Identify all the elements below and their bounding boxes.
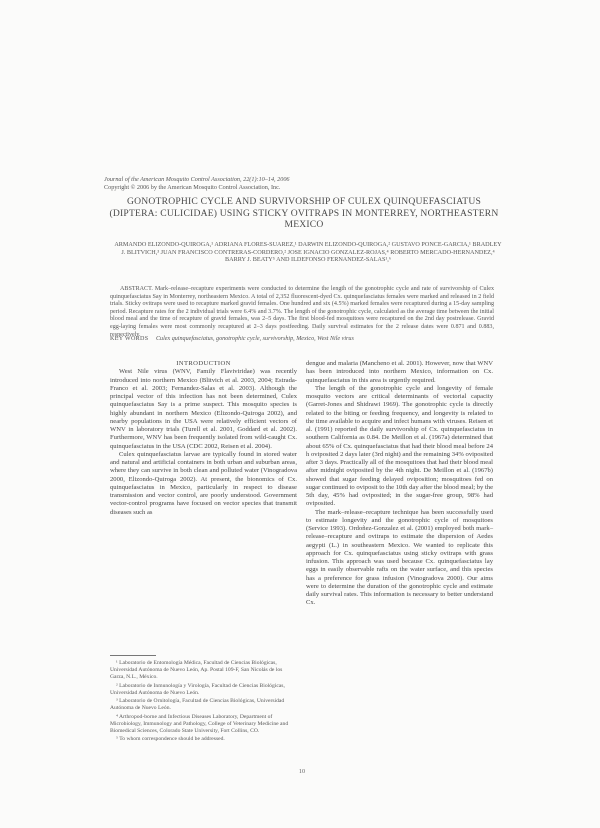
journal-header (104, 176, 504, 192)
author-list: ARMANDO ELIZONDO-QUIROGA,¹ ADRIANA FLORES-SUAREZ,¹ DARWIN ELIZONDO-QUIROGA,² GUSTAVO PONCE-GARCIA,¹ BRADLEY J. BLITVICH,³ JUAN FRANCISCO CONTRERAS-CORDERO,² JOSE IGNACIO GONZALEZ-ROJAS,⁴ ROBERTO MERCADO-HERNANDEZ,⁴ BARRY J. BEATY⁵ AND ILDEFONSO FERNANDEZ-SALAS¹,⁶ (114, 241, 502, 264)
section-heading-introduction: INTRODUCTION (176, 360, 231, 367)
footnote: ⁵ To whom correspondence should be addressed. (116, 736, 225, 743)
journal-citation: Journal of the American Mosquito Control Association, 22(1):10–14, 2006 (104, 176, 290, 183)
body-paragraph: dengue and malaria (Mancheno et al. 2001). However, now that WNV has been introduced into northern Mexico, information on Cx. quinquefasciatus in this area is urgently required. (306, 360, 493, 384)
copyright-line: Copyright © 2006 by the American Mosquito Control Association, Inc. (104, 184, 281, 191)
body-paragraph: Culex quinquefasciatus larvae are typically found in stored water and natural and artificial containers in both urban and suburban areas, where they can survive in both clean and polluted water (Vinogradova 2000, Elizondo-Quiroga 2002). At present, the bionomics of Cx. quinquefasciatus in Mexico, particularly in respect to disease transmission and vector control, are poorly understood. Government vector-control programs have focused on vector species that transmit diseases such as (110, 450, 297, 516)
left-column (110, 360, 297, 517)
footnote-rule (110, 655, 156, 656)
footnote: ¹ Laboratorio de Entomología Médica, Facultad de Ciencias Biológicas, Universidad Autónoma de Nuevo León, Ap. Postal 109-F, San Nicolás de los Garza, N.L., México. (110, 660, 283, 680)
article-title: GONOTROPHIC CYCLE AND SURVIVORSHIP OF CULEX QUINQUEFASCIATUS (DIPTERA: CULICIDAE) USING STICKY OVITRAPS IN MONTERREY, NORTHEASTERN MEXICO (109, 196, 499, 230)
footnote: ² Laboratorio de Inmunología y Virología, Facultad de Ciencias Biológicas, Universidad Autónoma de Nuevo León. (110, 682, 285, 696)
body-paragraph: West Nile virus (WNV, Family Flaviviridae) was recently introduced into northern Mexico (Blitvich et al. 2003, 2004; Estrada-Franco et al. 2003; Fernandez-Salas et al. 2003). Although the principal vector of this infection has not been determined, Culex quinquefasciatus Say is a prime suspect. This mosquito species is highly abundant in northern Mexico (Elizondo-Quiroga 2002), and nearby populations in the USA were relatively efficient vectors of WNV in laboratory trials (Turell et al. 2001, Goddard et al. 2002). Furthermore, WNV has been frequently isolated from wild-caught Cx. quinquefasciatus in the USA (CDC 2002, Reisen et al. 2004). (110, 368, 297, 450)
right-column (306, 360, 493, 608)
footnotes (110, 660, 297, 745)
keywords (110, 336, 494, 344)
abstract: ABSTRACT. Mark–release–recapture experiments were conducted to determine the length of the gonotrophic cycle and rate of survivorship of Culex quinquefasciatus Say in Monterrey, northeastern Mexico. A total of 2,352 fluorescent-dyed Cx. quinquefasciatus females were marked and released in 2 field trials. Sticky ovitraps were used to recapture marked gravid females. One hundred and six (4.5%) marked females were recaptured during a 15-day sampling period. Recapture rates for the 2 individual trials were 6.4% and 3.7%. The length of the gonotrophic cycle, calculated as the average time between the initial blood meal and the time of recapture of gravid females, was 2–5 days. The first blood-fed mosquitoes were recaptured on the 2nd day postrelease. Gravid egg-laying females were most commonly recaptured at 2–3 days postfeeding. Daily survival estimates for the 2 release dates were 0.871 and 0.883, respectively. (110, 286, 494, 338)
keywords-label: KEY WORDS (110, 336, 149, 342)
body-paragraph: The length of the gonotrophic cycle and longevity of female mosquito vectors are critical determinants of vectorial capacity (Garret-Jones and Shidrawi 1969). The gonotrophic cycle is directly related to the biting or feeding frequency, and longevity is related to the time available to acquire and infect humans with viruses. Reisen et al. (1991) reported the daily survivorship of Cx. quinquefasciatus in southern California as 0.84. De Meillon et al. (1967a) determined that about 65% of Cx. quinquefasciatus that had their blood meal before 24 h oviposited 2 days later (3rd night) and the remaining 34% oviposited after 3 days. Practically all of the mosquitoes that had their blood meal after midnight oviposited by the 4th night. De Meillon et al. (1967b) showed that sugar feeding delayed oviposition; mosquitoes fed on sugar continued to oviposit to the 10th day after the blood meal; by the 5th day, 45% had oviposited; in the sugar-free group, 98% had oviposited. (306, 384, 493, 508)
footnote: ³ Laboratorio de Ornitología, Facultad de Ciencias Biológicas, Universidad Autónoma de Nuevo León. (110, 698, 285, 712)
page-number: 10 (298, 768, 306, 775)
keywords-text: Culex quinquefasciatus, gonotrophic cycle, survivorship, Mexico, West Nile virus (155, 336, 354, 342)
footnote: ⁴ Arthropod-borne and Infectious Diseases Laboratory, Department of Microbiology, Immunology and Pathology, College of Veterinary Medicine and Biomedical Sciences, Colorado State University, Fort Collins, CO. (110, 713, 289, 734)
body-paragraph: The mark–release–recapture technique has been successfully used to estimate longevity and the gonotrophic cycle of mosquitoes (Service 1993). Ordoñez-Gonzalez et al. (2001) employed both mark–release–recapture and ovitraps to estimate the dispersion of Aedes aegypti (L.) in southeastern Mexico. We wanted to replicate this approach for Cx. quinquefasciatus using sticky ovitraps with grass infusion. This approach was used because Cx. quinquefasciatus lay eggs in easily observable rafts on the water surface, and this species has a preference for grass infusion (Vinogradova 2000). Our aims were to determine the duration of the gonotrophic cycle and estimate daily survival rates. This information is necessary to better understand Cx. (306, 508, 493, 607)
